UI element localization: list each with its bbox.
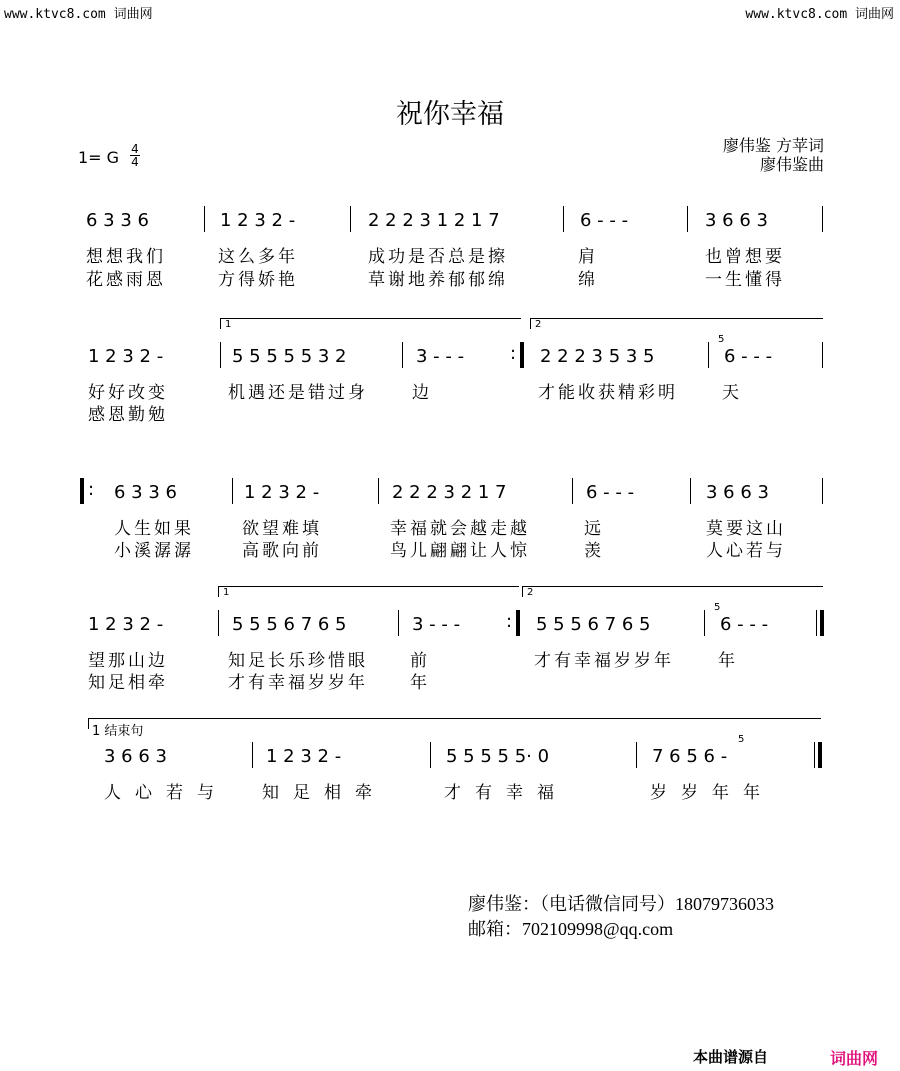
lyric: 想想我们: [86, 247, 166, 267]
lyric: 成功是否总是擦: [368, 247, 508, 267]
lyric: 机遇还是错过身: [228, 383, 368, 403]
lyric: 年: [410, 673, 430, 693]
final-barline-thin: [816, 610, 817, 636]
lyric: 羡: [584, 541, 604, 561]
composer-credit: 廖伟鉴曲: [759, 155, 824, 174]
repeat-end-barline: [516, 610, 520, 636]
lyric: 鸟儿翩翩让人惊: [390, 541, 530, 561]
lyric: 人心若与: [706, 541, 786, 561]
grace-note: 5: [738, 734, 745, 745]
key-signature: 1= G: [78, 148, 120, 167]
lyric: 天: [722, 383, 742, 403]
lyric: 岁岁年年: [650, 783, 774, 803]
barline: [218, 610, 219, 636]
song-title: 祝你幸福: [396, 99, 504, 130]
repeat-dots: :: [510, 343, 517, 364]
measure-5-2: 1 2 3 2 -: [266, 746, 342, 767]
ending-label: 1 结束句: [92, 724, 144, 739]
measure-2-1: 1 2 3 2 -: [88, 346, 164, 367]
barline: [563, 206, 564, 232]
lyric: 绵: [578, 270, 598, 290]
barline: [378, 478, 379, 504]
footer-logo[interactable]: 词曲网: [830, 1049, 879, 1068]
barline: [232, 478, 233, 504]
measure-2-4: 2 2 2 3 5 3 5: [540, 346, 655, 367]
measure-5-3: 5 5 5 5 5· 0: [446, 746, 550, 767]
measure-3-5: 3 6 6 3: [706, 482, 769, 503]
measure-4-4: 5 5 5 6 7 6 5: [536, 614, 651, 635]
first-ending-bracket: 1: [220, 318, 521, 329]
lyric: 才能收获精彩明: [538, 383, 678, 403]
lyric: 才有幸福岁岁年: [228, 673, 368, 693]
measure-1-3: 2 2 2 3 1 2 1 7: [368, 210, 500, 231]
contact-phone: 廖伟鉴：（电话微信同号）18079736033: [468, 894, 774, 914]
coda-ending-bracket: [88, 718, 821, 729]
measure-5-4: 7 6 5 6 -: [652, 746, 728, 767]
grace-note: 5: [714, 602, 721, 613]
contact-email: 邮箱：702109998@qq.com: [468, 919, 674, 939]
barline: [398, 610, 399, 636]
lyric: 年: [718, 651, 738, 671]
lyricist-credit: 廖伟鉴 方苹词: [722, 136, 824, 155]
second-ending-bracket: 2: [530, 318, 823, 329]
barline: [704, 610, 705, 636]
measure-1-5: 3 6 6 3: [705, 210, 768, 231]
barline: [572, 478, 573, 504]
barline: [220, 342, 221, 368]
barline: [822, 478, 823, 504]
lyric: 才有幸福: [444, 783, 568, 803]
measure-1-1: 6 3 3 6: [86, 210, 149, 231]
measure-2-3: 3 - - -: [416, 346, 465, 367]
grace-note: 5: [718, 334, 725, 345]
measure-1-2: 1 2 3 2 -: [220, 210, 296, 231]
lyric: 知足相牵: [262, 783, 386, 803]
lyric: 小溪潺潺: [114, 541, 194, 561]
time-signature: [130, 143, 140, 168]
barline: [690, 478, 691, 504]
measure-4-3: 3 - - -: [412, 614, 461, 635]
repeat-start-barline: [80, 478, 84, 504]
time-signature-bottom: 4: [131, 155, 139, 169]
measure-4-2: 5 5 5 6 7 6 5: [232, 614, 347, 635]
barline: [708, 342, 709, 368]
repeat-dots: :: [88, 479, 95, 500]
barline: [252, 742, 253, 768]
lyric: 知足长乐珍惜眼: [228, 651, 368, 671]
barline: [204, 206, 205, 232]
final-barline-thick: [820, 610, 824, 636]
footer-source-text: 本曲谱源自: [693, 1048, 769, 1066]
lyric: 也曾想要: [705, 247, 785, 267]
lyric: 草谢地养郁郁绵: [368, 270, 508, 290]
lyric: 边: [412, 383, 432, 403]
lyric: 这么多年: [218, 247, 298, 267]
measure-5-1: 3 6 6 3: [104, 746, 167, 767]
lyric: 高歌向前: [242, 541, 322, 561]
barline: [350, 206, 351, 232]
lyric: 方得娇艳: [218, 270, 298, 290]
measure-4-5: 6 - - -: [720, 614, 769, 635]
measure-2-5: 6 - - -: [724, 346, 773, 367]
measure-3-2: 1 2 3 2 -: [244, 482, 320, 503]
lyric: 肩: [578, 247, 598, 267]
measure-3-1: 6 3 3 6: [114, 482, 177, 503]
measure-1-4: 6 - - -: [580, 210, 629, 231]
barline: [687, 206, 688, 232]
measure-3-3: 2 2 2 3 2 1 7: [392, 482, 507, 503]
measure-2-2: 5 5 5 5 5 3 2: [232, 346, 347, 367]
repeat-end-barline: [520, 342, 524, 368]
final-barline-thick: [818, 742, 822, 768]
barline: [636, 742, 637, 768]
second-ending-bracket: 2: [522, 586, 823, 597]
lyric: 远: [584, 519, 604, 539]
lyric: 知足相牵: [88, 673, 168, 693]
lyric: 人生如果: [114, 519, 194, 539]
lyric: 人心若与: [104, 783, 228, 803]
first-ending-bracket: 1: [218, 586, 519, 597]
lyric: 幸福就会越走越: [390, 519, 530, 539]
lyric: 一生懂得: [705, 270, 785, 290]
lyric: 欲望难填: [242, 519, 322, 539]
lyric: 莫要这山: [706, 519, 786, 539]
lyric: 前: [410, 651, 430, 671]
lyric: 花感雨恩: [86, 270, 166, 290]
barline: [822, 342, 823, 368]
final-barline-thin: [814, 742, 815, 768]
measure-3-4: 6 - - -: [586, 482, 635, 503]
barline: [402, 342, 403, 368]
lyric: 好好改变: [88, 383, 168, 403]
measure-4-1: 1 2 3 2 -: [88, 614, 164, 635]
watermark-right: www.ktvc8.com 词曲网: [745, 7, 894, 22]
time-signature-top: 4: [131, 142, 139, 156]
repeat-dots: :: [506, 611, 513, 632]
barline: [430, 742, 431, 768]
barline: [822, 206, 823, 232]
watermark-left: www.ktvc8.com 词曲网: [4, 7, 153, 22]
lyric: 感恩勤勉: [88, 405, 168, 425]
lyric: 望那山边: [88, 651, 168, 671]
lyric: 才有幸福岁岁年: [534, 651, 674, 671]
